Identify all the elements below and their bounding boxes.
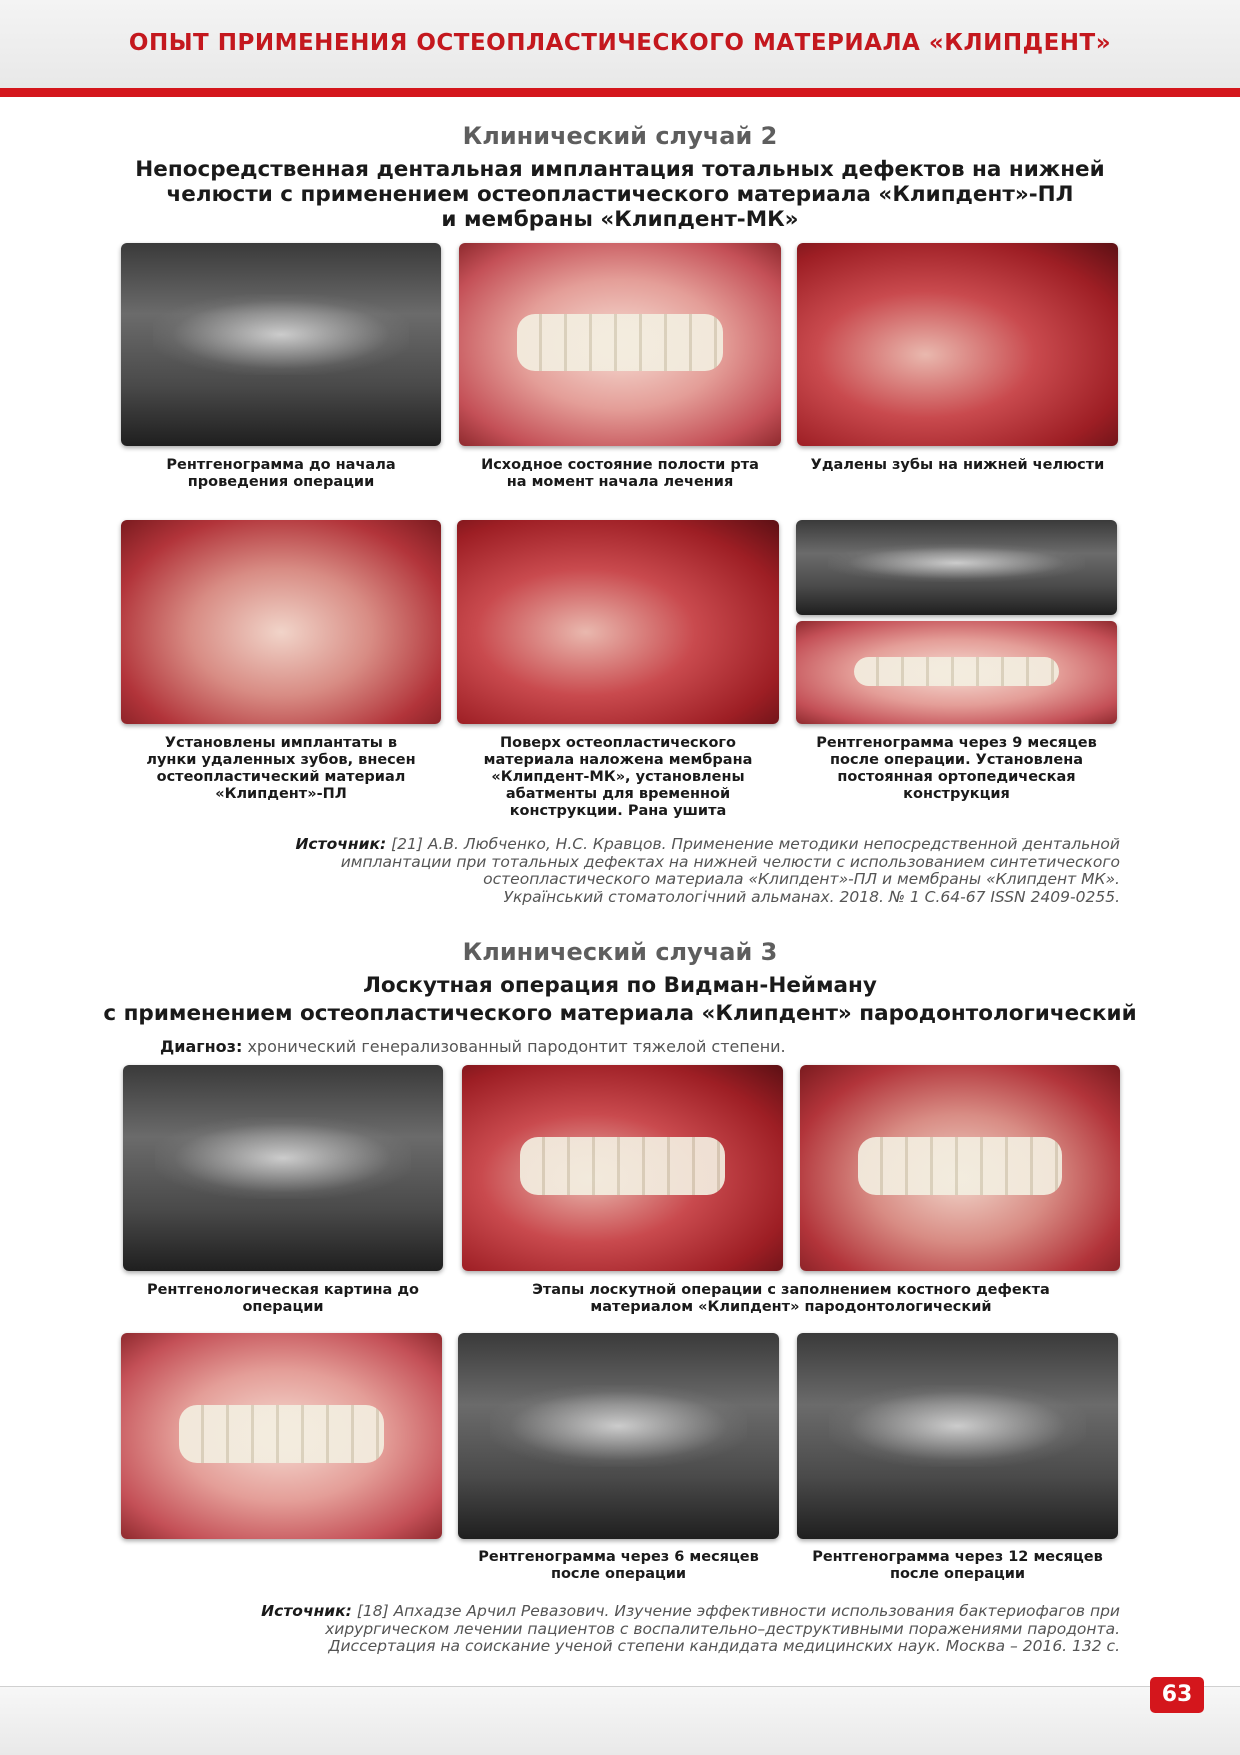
page-number: 63 [1150,1677,1204,1713]
caption-line: абатменты для временной [505,786,731,802]
caption-xray-9-months [796,735,1117,803]
page-footer [0,1686,1240,1755]
caption-line: лунки удаленных зубов, внесен [146,752,416,768]
xray-9-months-image [796,520,1117,615]
caption-flap-stages [462,1282,1120,1316]
case2-title-line: и мембраны «Клипдент-МК» [441,207,799,232]
caption-line: Поверх остеопластического [500,735,736,751]
case3-title-line: Лоскутная операция по Видман-Нейману [363,973,877,998]
xray-12-months-image [797,1333,1118,1539]
case2-title-line: Непосредственная дентальная имплантация тотальных дефектов на нижней [135,157,1105,182]
caption-line: после операции. Установлена [829,752,1084,768]
case2-label: Клинический случай 2 [462,122,778,150]
implants-installed-image [121,520,441,724]
caption-xray-before-flap [123,1282,443,1316]
flap-surgery-stage2-image [800,1065,1120,1271]
final-prosthesis-image [796,621,1117,724]
source-line: хирургическом лечении пациентов с воспалительно–деструктивными поражениями пародонта. [325,1619,1120,1638]
header-divider [0,88,1240,97]
diagnosis-label: Диагноз: [160,1037,243,1056]
caption-line: после операции [550,1566,687,1582]
case2-source [295,836,1120,906]
source-line: остеопластического материала «Клипдент»-ПЛ и мембраны «Клипдент МК». [483,870,1120,888]
xray-6-months-image [458,1333,779,1539]
flap-surgery-stage1-image [462,1065,783,1271]
caption-line: на момент начала лечения [506,474,734,490]
source-line: [18] Апхадзе Арчил Ревазович. Изучение эффективности использования бактериофагов при [356,1602,1120,1620]
case2-title-line: челюсти с применением остеопластического материала «Клипдент»-ПЛ [166,182,1074,207]
caption-membrane [457,735,779,820]
source-line: Український стоматологічний альманах. 2018. № 1 С.64-67 ISSN 2409-0255. [503,887,1120,906]
bone-defect-filled-image [121,1333,442,1539]
extracted-teeth-image [797,243,1118,446]
caption-line: материала наложена мембрана [483,752,753,768]
case2-title [0,157,1240,232]
caption-line: Исходное состояние полости рта [481,457,759,473]
caption-line: Этапы лоскутной операции с заполнением костного дефекта [532,1282,1050,1298]
caption-line: Рентгенограмма через 9 месяцев [816,735,1097,751]
xray-before-surgery-image [121,243,441,446]
membrane-abutments-image [457,520,779,724]
source-line: имплантации при тотальных дефектах на нижней челюсти с использованием синтетического [340,852,1120,871]
initial-oral-state-image [459,243,781,446]
caption-line: Установлены имплантаты в [164,735,398,751]
caption-line: Рентгенологическая картина до [146,1282,420,1298]
source-label: Источник: [295,835,387,853]
caption-line: Рентгенограмма до начала [166,457,396,473]
caption-line: после операции [889,1566,1026,1582]
caption-line: остеопластический материал [156,769,406,785]
caption-line: конструкция [903,786,1010,802]
case3-title [0,972,1240,1028]
caption-line: «Клипдент-МК», установлены [491,769,745,785]
case3-label: Клинический случай 3 [462,938,778,966]
caption-implants [121,735,441,803]
caption-line: Удалены зубы на нижней челюсти [810,457,1105,473]
caption-line: Рентгенограмма через 6 месяцев [478,1549,759,1565]
diagnosis-text: хронический генерализованный пародонтит тяжелой степени. [247,1037,786,1056]
source-line: [21] А.В. Любченко, Н.С. Кравцов. Применение методики непосредственной дентальной [391,835,1120,853]
caption-xray-12-months [797,1549,1118,1583]
source-label: Источник: [261,1602,352,1620]
caption-line: операции [242,1299,324,1315]
header-title: ОПЫТ ПРИМЕНЕНИЯ ОСТЕОПЛАСТИЧЕСКОГО МАТЕРИАЛА «КЛИПДЕНТ» [128,30,1112,56]
caption-line: постоянная ортопедическая [837,769,1076,785]
case3-title-line: с применением остеопластического материала «Клипдент» пародонтологический [103,1001,1137,1026]
xray-before-flap-surgery-image [123,1065,443,1271]
caption-initial-state [459,457,781,491]
caption-line: «Клипдент»-ПЛ [215,786,347,802]
source-line: Диссертация на соискание ученой степени кандидата медицинских наук. Москва – 2016. 132 с. [328,1637,1120,1655]
caption-line: проведения операции [187,474,375,490]
caption-line: материалом «Клипдент» пародонтологический [590,1299,992,1315]
diagnosis [160,1037,786,1056]
page-header [0,0,1240,88]
caption-xray-6-months [458,1549,779,1583]
caption-line: конструкции. Рана ушита [509,803,727,819]
case3-source [261,1603,1120,1656]
caption-extracted-teeth [797,457,1118,474]
caption-xray-before [121,457,441,491]
caption-line: Рентгенограмма через 12 месяцев [812,1549,1103,1565]
